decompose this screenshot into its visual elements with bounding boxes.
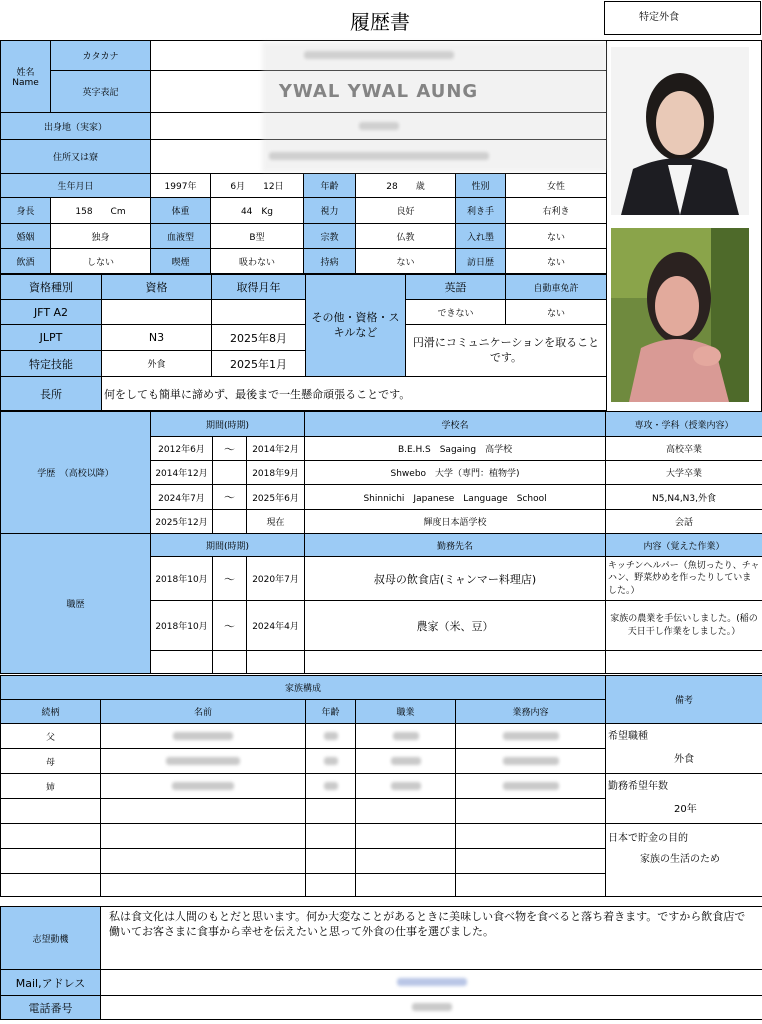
family-age bbox=[306, 774, 356, 799]
marriage-label: 婚姻 bbox=[1, 224, 51, 249]
family-job bbox=[356, 799, 456, 824]
family-job bbox=[356, 824, 456, 849]
family-name bbox=[101, 774, 306, 799]
profile-photo bbox=[611, 47, 749, 215]
motive-table bbox=[0, 906, 762, 1020]
family-name bbox=[101, 874, 306, 897]
weight-label: 体重 bbox=[151, 198, 211, 224]
edu-major: N5,N4,N3,外食 bbox=[606, 485, 762, 510]
family-age bbox=[306, 874, 356, 897]
edu-to: 現在 bbox=[247, 510, 305, 534]
family-relation bbox=[1, 824, 101, 849]
edu-sep: ～ bbox=[213, 437, 247, 461]
family-header: 家族構成 bbox=[1, 676, 606, 700]
career-to bbox=[247, 651, 305, 674]
desired-job-label: 希望職種 bbox=[608, 731, 648, 742]
family-age bbox=[306, 749, 356, 774]
career-to: 2020年7月 bbox=[247, 557, 305, 601]
savings-value: 家族の生活のため bbox=[640, 854, 720, 865]
vision-value: 良好 bbox=[356, 198, 456, 224]
english-label: 英字表記 bbox=[51, 71, 151, 113]
family-work bbox=[456, 824, 606, 849]
relation-header: 続柄 bbox=[1, 700, 101, 724]
career-employer bbox=[305, 651, 606, 674]
family-name bbox=[101, 849, 306, 874]
family-work bbox=[456, 874, 606, 897]
family-job bbox=[356, 749, 456, 774]
mail-value bbox=[101, 970, 762, 996]
marriage-value: 独身 bbox=[51, 224, 151, 249]
category-badge: 特定外食 bbox=[604, 1, 761, 35]
family-job bbox=[356, 874, 456, 897]
edu-school: Shinnichi Japanese Language School bbox=[305, 485, 606, 510]
major-header: 専攻・学科（授業内容） bbox=[606, 412, 762, 437]
blood-label: 血液型 bbox=[151, 224, 211, 249]
edu-major: 高校卒業 bbox=[606, 437, 762, 461]
family-age bbox=[306, 849, 356, 874]
qual-name-1 bbox=[102, 300, 212, 325]
edu-sep bbox=[213, 510, 247, 534]
remarks-header: 備考 bbox=[606, 676, 762, 724]
acq-date-header: 取得月年 bbox=[212, 275, 306, 300]
vision-label: 視力 bbox=[304, 198, 356, 224]
height-value: 158 Cm bbox=[51, 198, 151, 224]
family-name bbox=[101, 724, 306, 749]
drink-label: 飲酒 bbox=[1, 249, 51, 274]
edu-from: 2012年6月 bbox=[151, 437, 213, 461]
career-from: 2018年10月 bbox=[151, 557, 213, 601]
strengths-label: 長所 bbox=[1, 377, 102, 411]
name-label: 姓名 Name bbox=[1, 41, 51, 113]
fage-header: 年齢 bbox=[306, 700, 356, 724]
smoke-label: 喫煙 bbox=[151, 249, 211, 274]
english-name-value: YWAL YWAL AUNG bbox=[151, 71, 607, 113]
education-label: 学歴 （高校以降） bbox=[1, 412, 151, 534]
qual-name-2: N3 bbox=[102, 325, 212, 351]
school-header: 学校名 bbox=[305, 412, 606, 437]
tattoo-label: 入れ墨 bbox=[456, 224, 506, 249]
edu-to: 2014年2月 bbox=[247, 437, 305, 461]
birthplace-label: 出身地（実家） bbox=[1, 113, 151, 140]
age-value: 28 歳 bbox=[356, 174, 456, 198]
phone-label: 電話番号 bbox=[1, 996, 101, 1020]
qual-date-2: 2025年8月 bbox=[212, 325, 306, 351]
career-period-header: 期間(時期) bbox=[151, 534, 305, 557]
family-name bbox=[101, 824, 306, 849]
savings-cell bbox=[606, 824, 762, 897]
history-table bbox=[0, 411, 762, 674]
fname-header: 名前 bbox=[101, 700, 306, 724]
gender-label: 性別 bbox=[456, 174, 506, 198]
religion-value: 仏教 bbox=[356, 224, 456, 249]
tattoo-value: ない bbox=[506, 224, 607, 249]
job-header: 職業 bbox=[356, 700, 456, 724]
blood-value: B型 bbox=[211, 224, 304, 249]
strengths-value: 何をしても簡単に諦めず、最後まで一生懸命頑張ることです。 bbox=[102, 377, 607, 411]
motive-text: 私は食文化は人間のもとだと思います。何か大変なことがあるときに美味しい食べ物を食べると落ち着きます。ですから飲食店で働いてお客さまに食事から幸せを伝えたいと思って外食の仕事を選びました。 bbox=[101, 907, 762, 970]
family-work bbox=[456, 799, 606, 824]
motive-label: 志望動機 bbox=[1, 907, 101, 970]
family-work bbox=[456, 724, 606, 749]
disease-value: ない bbox=[356, 249, 456, 274]
katakana-label: カタカナ bbox=[51, 41, 151, 71]
qual-date-1 bbox=[212, 300, 306, 325]
family-age bbox=[306, 724, 356, 749]
family-job bbox=[356, 774, 456, 799]
family-work bbox=[456, 749, 606, 774]
qual-type-3: 特定技能 bbox=[1, 351, 102, 377]
qual-header: 資格 bbox=[102, 275, 212, 300]
address-label: 住所又は寮 bbox=[1, 140, 151, 174]
qual-type-1: JFT A2 bbox=[1, 300, 102, 325]
edu-school: B.E.H.S Sagaing 高学校 bbox=[305, 437, 606, 461]
family-work bbox=[456, 849, 606, 874]
years-label: 勤務希望年数 bbox=[608, 781, 668, 792]
edu-from: 2014年12月 bbox=[151, 461, 213, 485]
hand-value: 右利き bbox=[506, 198, 607, 224]
career-sep bbox=[213, 651, 247, 674]
edu-to: 2018年9月 bbox=[247, 461, 305, 485]
qualifications-table bbox=[0, 274, 607, 411]
edu-sep bbox=[213, 461, 247, 485]
family-job bbox=[356, 849, 456, 874]
work-header: 業務内容 bbox=[456, 700, 606, 724]
smoke-value: 吸わない bbox=[211, 249, 304, 274]
privacy-blur-overlay bbox=[262, 42, 607, 172]
english-skill-header: 英語 bbox=[406, 275, 506, 300]
license-header: 自動車免許 bbox=[506, 275, 607, 300]
family-job bbox=[356, 724, 456, 749]
height-label: 身長 bbox=[1, 198, 51, 224]
drink-value: しない bbox=[51, 249, 151, 274]
career-from bbox=[151, 651, 213, 674]
edu-period-header: 期間(時期) bbox=[151, 412, 305, 437]
career-label: 職歴 bbox=[1, 534, 151, 674]
birthdate-label: 生年月日 bbox=[1, 174, 151, 198]
desired-job-value: 外食 bbox=[674, 754, 694, 765]
career-duties: 家族の農業を手伝いしました。(稲の天日干し作業をしました。） bbox=[606, 601, 762, 651]
english-skill-value: できない bbox=[406, 300, 506, 325]
duties-header: 内容（覚えた作業） bbox=[606, 534, 762, 557]
years-value: 20年 bbox=[674, 804, 697, 815]
family-relation bbox=[1, 874, 101, 897]
career-duties bbox=[606, 651, 762, 674]
qual-type-2: JLPT bbox=[1, 325, 102, 351]
other-skills-value: 円滑にコミュニケーションを取ることです。 bbox=[406, 325, 607, 377]
employer-header: 勤務先名 bbox=[305, 534, 606, 557]
religion-label: 宗教 bbox=[304, 224, 356, 249]
birth-month-day: 6月 12日 bbox=[211, 174, 304, 198]
page-title: 履歴書 bbox=[350, 10, 410, 34]
edu-from: 2025年12月 bbox=[151, 510, 213, 534]
family-relation bbox=[1, 799, 101, 824]
desired-job-cell bbox=[606, 724, 762, 774]
career-to: 2024年4月 bbox=[247, 601, 305, 651]
family-age bbox=[306, 799, 356, 824]
edu-school: Shwebo 大学（専門：植物学) bbox=[305, 461, 606, 485]
edu-school: 輝度日本語学校 bbox=[305, 510, 606, 534]
years-cell bbox=[606, 774, 762, 824]
qual-type-header: 資格種別 bbox=[1, 275, 102, 300]
edu-major: 会話 bbox=[606, 510, 762, 534]
visit-japan-value: ない bbox=[506, 249, 607, 274]
family-relation bbox=[1, 849, 101, 874]
family-work bbox=[456, 774, 606, 799]
savings-label: 日本で貯金の目的 bbox=[608, 833, 688, 844]
birth-year: 1997年 bbox=[151, 174, 211, 198]
family-age bbox=[306, 824, 356, 849]
career-sep: ～ bbox=[213, 557, 247, 601]
qual-name-3: 外食 bbox=[102, 351, 212, 377]
career-employer: 農家（米、豆） bbox=[305, 601, 606, 651]
family-table bbox=[0, 675, 762, 897]
age-label: 年齢 bbox=[304, 174, 356, 198]
family-name bbox=[101, 749, 306, 774]
career-duties: キッチンヘルパー（魚切ったり、チャハン、野菜炒めを作ったりしていました。） bbox=[606, 557, 762, 601]
gender-value: 女性 bbox=[506, 174, 607, 198]
edu-to: 2025年6月 bbox=[247, 485, 305, 510]
career-from: 2018年10月 bbox=[151, 601, 213, 651]
family-relation: 姉 bbox=[1, 774, 101, 799]
license-value: ない bbox=[506, 300, 607, 325]
family-relation: 父 bbox=[1, 724, 101, 749]
family-relation: 母 bbox=[1, 749, 101, 774]
career-employer: 叔母の飲食店(ミャンマー料理店) bbox=[305, 557, 606, 601]
weight-value: 44 Kg bbox=[211, 198, 304, 224]
phone-value bbox=[101, 996, 762, 1020]
mail-label: Mail,アドレス bbox=[1, 970, 101, 996]
casual-photo bbox=[611, 228, 749, 402]
edu-from: 2024年7月 bbox=[151, 485, 213, 510]
family-name bbox=[101, 799, 306, 824]
hand-label: 利き手 bbox=[456, 198, 506, 224]
disease-label: 持病 bbox=[304, 249, 356, 274]
edu-major: 大学卒業 bbox=[606, 461, 762, 485]
career-sep: ～ bbox=[213, 601, 247, 651]
other-skills-label: その他・資格・スキルなど bbox=[306, 275, 406, 377]
edu-sep: ～ bbox=[213, 485, 247, 510]
qual-date-3: 2025年1月 bbox=[212, 351, 306, 377]
visit-japan-label: 訪日歴 bbox=[456, 249, 506, 274]
